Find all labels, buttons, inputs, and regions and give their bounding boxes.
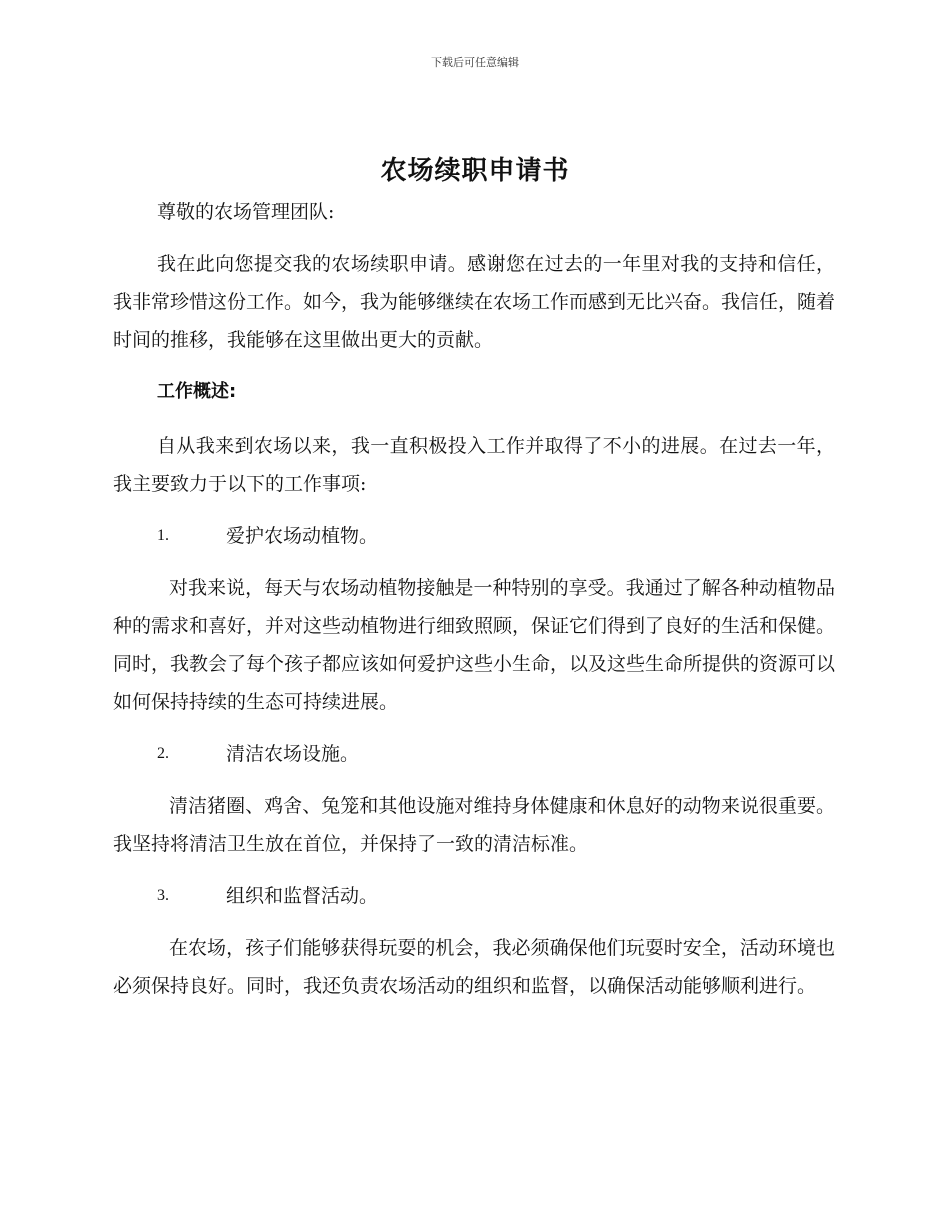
header-note: 下载后可任意编辑 (431, 56, 519, 69)
document-title: 农场续职申请书 (380, 156, 570, 186)
item-2-detail: 清洁猪圈、鸡舍、兔笼和其他设施对维持身体健康和休息好的动物来说很重要。我坚持将清洁卫生放在首位，并保持了一致的清洁标准。 (113, 795, 835, 855)
list-item-title: 爱护农场动植物。 (226, 525, 379, 547)
document-body (113, 193, 835, 1019)
list-item-2 (113, 735, 835, 773)
list-item-1 (113, 517, 835, 555)
list-number: 2. (157, 745, 169, 762)
section-heading: 工作概述: (157, 381, 237, 402)
intro-paragraph: 我在此向您提交我的农场续职申请。感谢您在过去的一年里对我的支持和信任，我非常珍惜这份工作。如今，我为能够继续在农场工作而感到无比兴奋。我信任，随着时间的推移，我能够在这里做出更大的贡献。 (113, 253, 836, 351)
item-1-detail: 对我来说，每天与农场动植物接触是一种特别的享受。我通过了解各种动植物品种的需求和喜好，并对这些动植物进行细致照顾，保证它们得到了良好的生活和保健。同时，我教会了每个孩子都应该如何爱护这些小生命，以及这些生命所提供的资源可以如何保持持续的生态可持续进展。 (113, 577, 836, 713)
overview-paragraph: 自从我来到农场以来，我一直积极投入工作并取得了不小的进展。在过去一年，我主要致力于以下的工作事项: (113, 435, 835, 495)
list-item-title: 清洁农场设施。 (226, 743, 360, 765)
list-number: 3. (157, 887, 169, 904)
item-3-detail: 在农场，孩子们能够获得玩耍的机会，我必须确保他们玩耍时安全，活动环境也必须保持良好。同时，我还负责农场活动的组织和监督，以确保活动能够顺利进行。 (113, 937, 835, 997)
list-item-title: 组织和监督活动。 (226, 885, 379, 907)
salutation: 尊敬的农场管理团队: (157, 201, 335, 223)
list-number: 1. (157, 527, 169, 544)
list-item-3 (113, 877, 835, 915)
